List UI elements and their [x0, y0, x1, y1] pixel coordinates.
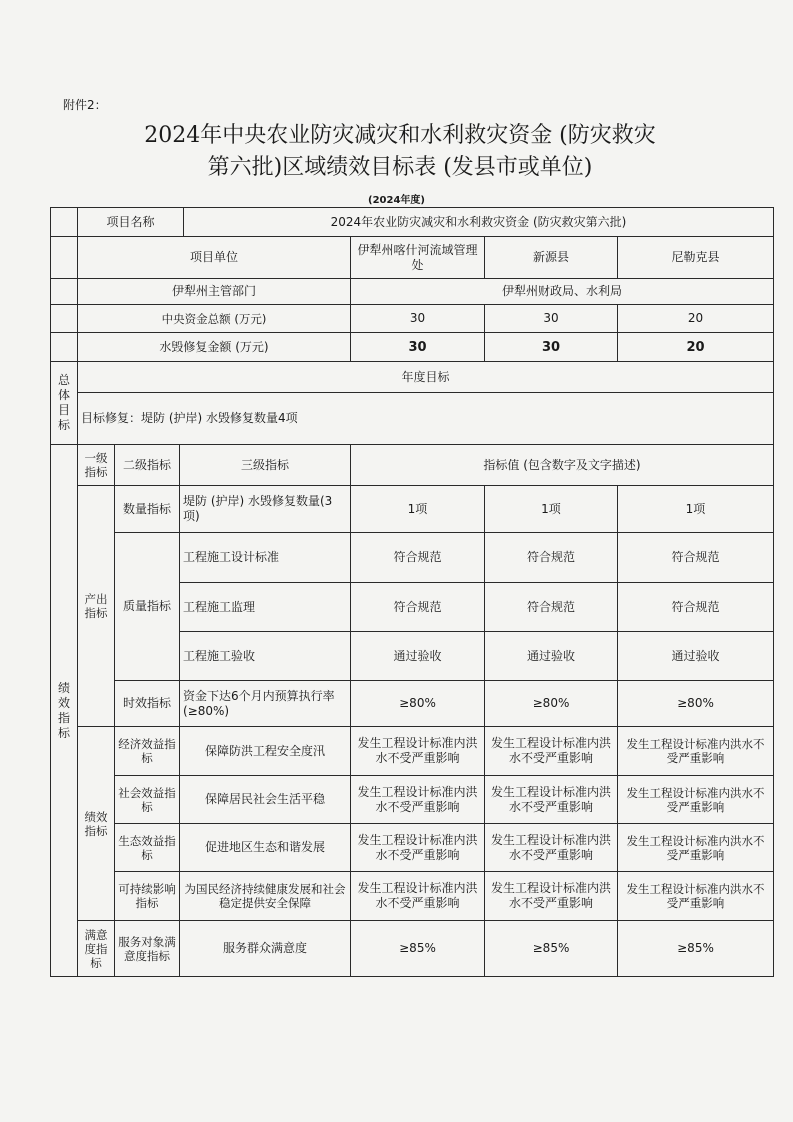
- indicator-value: 发生工程设计标准内洪水不受严重影响: [350, 871, 485, 921]
- indicator-value: ≥80%: [350, 680, 485, 727]
- indicator-value: 符合规范: [484, 532, 618, 583]
- satisfaction-indicator-group: 满意度指标: [77, 920, 115, 977]
- central-fund-value: 20: [617, 304, 774, 333]
- indicator-value: ≥85%: [617, 920, 774, 977]
- indicator-value: 1项: [484, 485, 618, 533]
- indicator-value: 发生工程设计标准内洪水不受严重影响: [350, 775, 485, 824]
- indicator-value: 发生工程设计标准内洪水不受严重影响: [617, 823, 774, 872]
- level2-cell: 可持续影响指标: [114, 871, 180, 921]
- indicator-value: 通过验收: [484, 631, 618, 681]
- level3-cell: 工程施工监理: [179, 582, 351, 632]
- indicator-value: 发生工程设计标准内洪水不受严重影响: [617, 726, 774, 776]
- level3-header: 三级指标: [179, 444, 351, 486]
- level2-cell: 社会效益指标: [114, 775, 180, 824]
- table-blank-cell: [50, 332, 78, 362]
- central-fund-value: 30: [350, 304, 485, 333]
- annual-goal-label: 年度目标: [77, 361, 774, 393]
- project-unit-label: 项目单位: [77, 236, 351, 279]
- level2-cell: 服务对象满意度指标: [114, 920, 180, 977]
- output-indicator-group: 产出指标: [77, 485, 115, 727]
- unit-name: 新源县: [484, 236, 618, 279]
- unit-name: 伊犁州喀什河流域管理处: [350, 236, 485, 279]
- indicator-value: 发生工程设计标准内洪水不受严重影响: [617, 871, 774, 921]
- table-blank-cell: [50, 236, 78, 279]
- level2-cell: 经济效益指标: [114, 726, 180, 776]
- table-blank-cell: [50, 304, 78, 333]
- title-line-1: 2024年中央农业防灾减灾和水利救灾资金 (防灾救灾: [144, 123, 656, 148]
- performance-target-table: [50, 207, 774, 977]
- indicator-value: 1项: [350, 485, 485, 533]
- indicator-value: 符合规范: [484, 582, 618, 632]
- indicator-value: 发生工程设计标准内洪水不受严重影响: [617, 775, 774, 824]
- unit-name: 尼勒克县: [617, 236, 774, 279]
- indicator-value: 符合规范: [617, 532, 774, 583]
- level3-cell: 堤防 (护岸) 水毁修复数量(3项): [179, 485, 351, 533]
- repair-fund-value: 20: [617, 332, 774, 362]
- level3-cell: 工程施工设计标准: [179, 532, 351, 583]
- annual-goal-text: 目标修复：堤防 (护岸) 水毁修复数量4项: [77, 392, 774, 445]
- indicator-value: 通过验收: [617, 631, 774, 681]
- indicator-value: 符合规范: [350, 582, 485, 632]
- indicator-value: 发生工程设计标准内洪水不受严重影响: [484, 775, 618, 824]
- level2-cell: 质量指标: [114, 532, 180, 681]
- repair-fund-value: 30: [350, 332, 485, 362]
- indicator-value: 发生工程设计标准内洪水不受严重影响: [484, 823, 618, 872]
- central-fund-label: 中央资金总额 (万元): [77, 304, 351, 333]
- level3-cell: 促进地区生态和谐发展: [179, 823, 351, 872]
- level3-cell: 工程施工验收: [179, 631, 351, 681]
- performance-indicator-label: 绩效指标: [50, 444, 78, 977]
- indicator-value: 符合规范: [350, 532, 485, 583]
- level1-header: 一级指标: [77, 444, 115, 486]
- level3-cell: 资金下达6个月内预算执行率 (≥80%): [179, 680, 351, 727]
- level2-cell: 数量指标: [114, 485, 180, 533]
- annex-label: 附件2：: [63, 98, 107, 112]
- indicator-value: 符合规范: [617, 582, 774, 632]
- document-title: [60, 120, 740, 184]
- indicator-value: ≥85%: [350, 920, 485, 977]
- value-header: 指标值 (包含数字及文字描述): [350, 444, 774, 486]
- table-blank-cell: [50, 278, 78, 305]
- indicator-value: 发生工程设计标准内洪水不受严重影响: [484, 726, 618, 776]
- indicator-value: ≥85%: [484, 920, 618, 977]
- overall-goal-label: 总体目标: [50, 361, 78, 445]
- dept-value: 伊犁州财政局、水利局: [350, 278, 774, 305]
- central-fund-value: 30: [484, 304, 618, 333]
- table-blank-cell: [50, 207, 78, 237]
- level3-cell: 保障居民社会生活平稳: [179, 775, 351, 824]
- project-name-label: 项目名称: [77, 207, 184, 237]
- level3-cell: 保障防洪工程安全度汛: [179, 726, 351, 776]
- repair-fund-value: 30: [484, 332, 618, 362]
- indicator-value: 发生工程设计标准内洪水不受严重影响: [350, 823, 485, 872]
- level2-cell: 生态效益指标: [114, 823, 180, 872]
- benefit-indicator-group: 绩效指标: [77, 726, 115, 921]
- indicator-value: 发生工程设计标准内洪水不受严重影响: [484, 871, 618, 921]
- dept-label: 伊犁州主管部门: [77, 278, 351, 305]
- indicator-value: 1项: [617, 485, 774, 533]
- level2-cell: 时效指标: [114, 680, 180, 727]
- level3-cell: 服务群众满意度: [179, 920, 351, 977]
- indicator-value: 通过验收: [350, 631, 485, 681]
- indicator-value: ≥80%: [617, 680, 774, 727]
- indicator-value: ≥80%: [484, 680, 618, 727]
- repair-fund-label: 水毁修复金额 (万元): [77, 332, 351, 362]
- indicator-value: 发生工程设计标准内洪水不受严重影响: [350, 726, 485, 776]
- level2-header: 二级指标: [114, 444, 180, 486]
- level3-cell: 为国民经济持续健康发展和社会稳定提供安全保障: [179, 871, 351, 921]
- title-line-2: 第六批)区域绩效目标表 (发县市或单位): [207, 155, 593, 180]
- year-note: (2024年度): [368, 195, 425, 206]
- project-name-value: 2024年农业防灾减灾和水利救灾资金 (防灾救灾第六批): [183, 207, 774, 237]
